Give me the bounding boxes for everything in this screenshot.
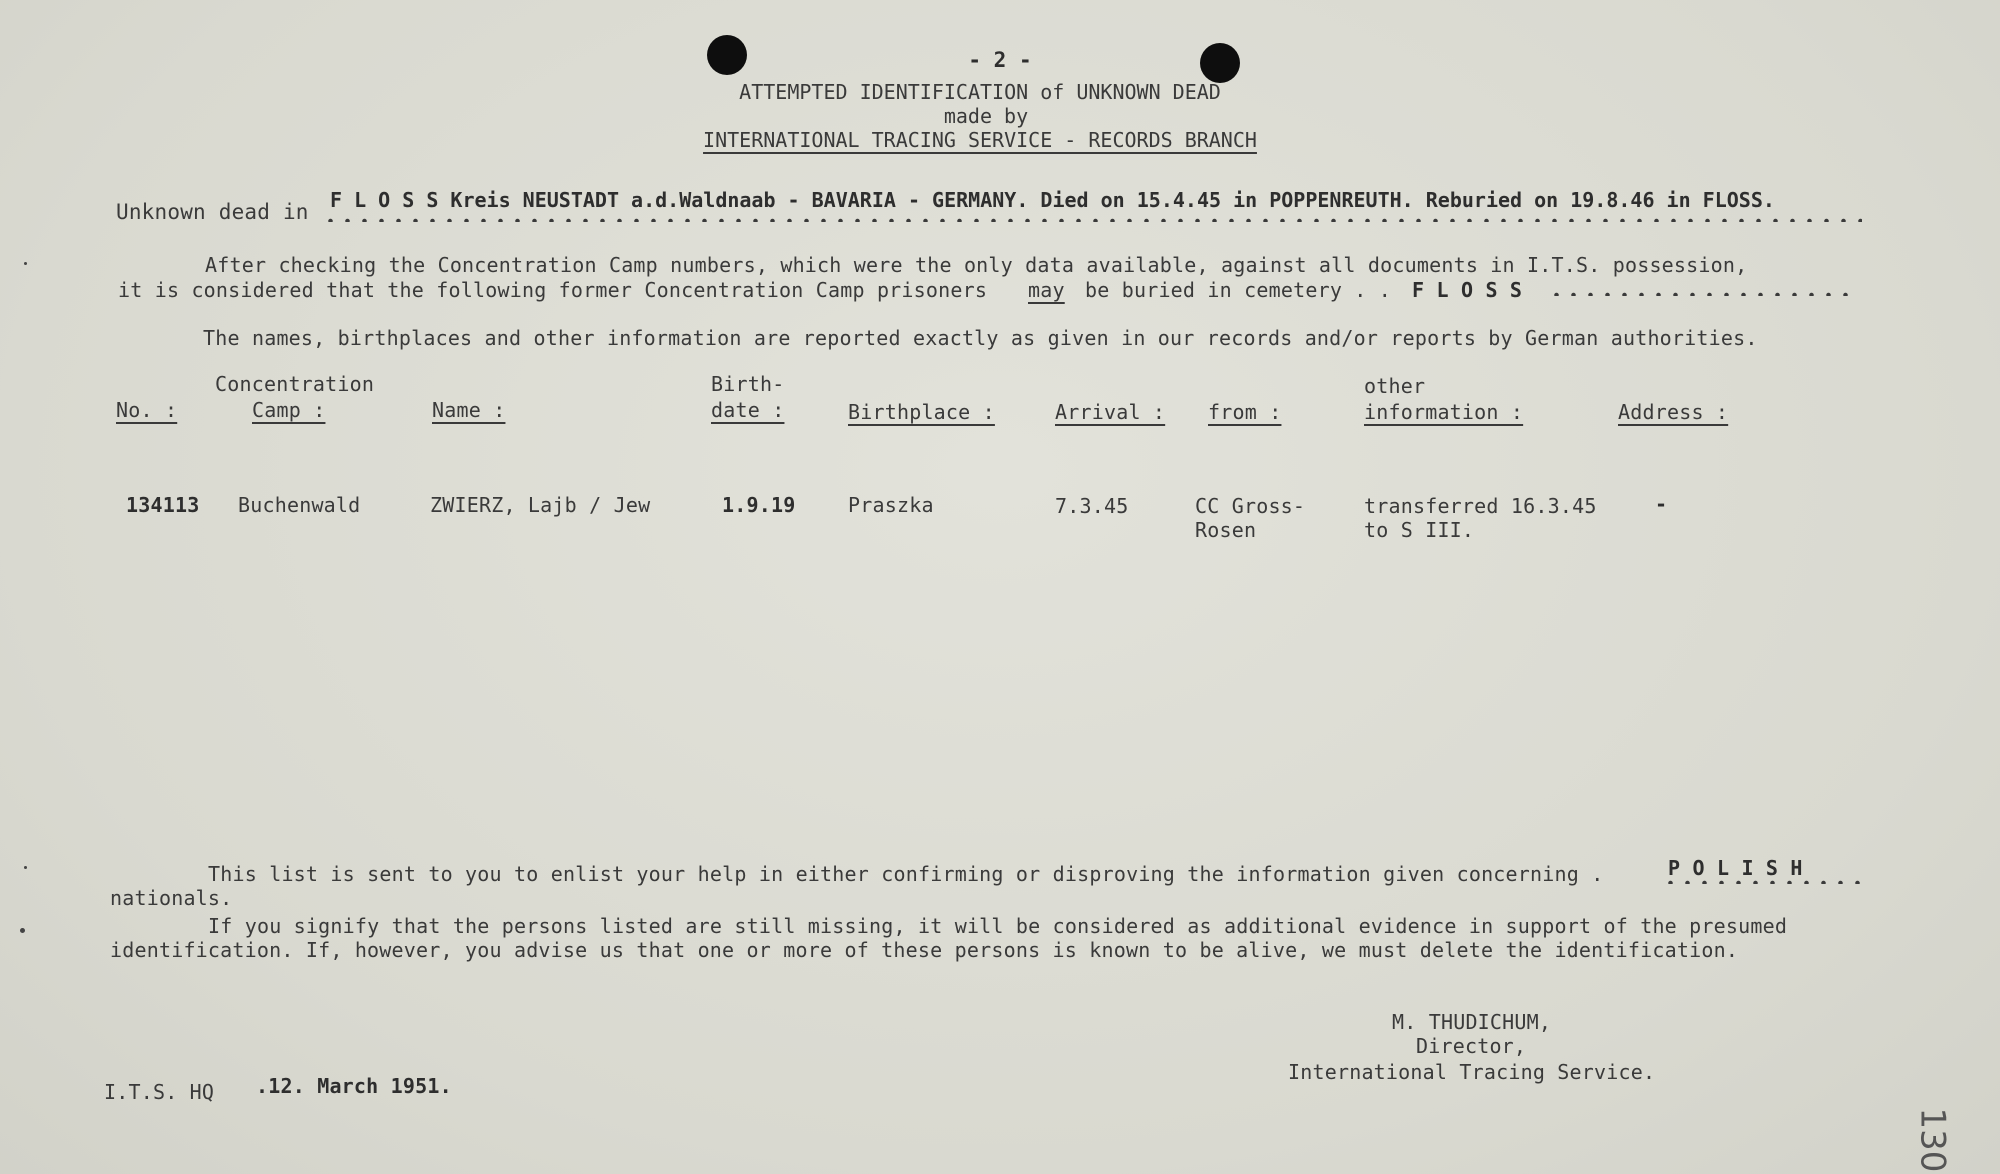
para1-line2-start: it is considered that the following former Concentration Camp prisoners bbox=[118, 278, 988, 302]
para2: The names, birthplaces and other information are reported exactly as given in our records and/or reports by German authorities. bbox=[203, 326, 1758, 350]
col-address: Address : bbox=[1618, 400, 1729, 424]
signature-org: International Tracing Service. bbox=[1288, 1060, 1656, 1084]
closing-p1-line1: This list is sent to you to enlist your help in either confirming or disproving the information given concerning . bbox=[208, 862, 1604, 886]
signature-name: M. THUDICHUM, bbox=[1392, 1010, 1552, 1034]
closing-p2-line2: identification. If, however, you advise us that one or more of these persons is known to be alive, we must delete the identification. bbox=[110, 938, 1739, 962]
col-birthplace: Birthplace : bbox=[848, 400, 995, 424]
row-birthdate: 1.9.19 bbox=[722, 493, 796, 517]
col-camp-top: Concentration bbox=[215, 372, 375, 396]
row-camp: Buchenwald bbox=[238, 493, 361, 517]
para1-line1: After checking the Concentration Camp numbers, which were the only data available, against all documents in I.T.S. possession, bbox=[205, 253, 1748, 277]
closing-nationality: P O L I S H bbox=[1668, 856, 1803, 880]
footer-date: .12. March 1951. bbox=[256, 1074, 452, 1098]
col-no: No. : bbox=[116, 398, 178, 422]
row-name: ZWIERZ, Lajb / Jew bbox=[430, 493, 651, 517]
unknown-dead-label: Unknown dead in bbox=[116, 200, 309, 224]
col-from: from : bbox=[1208, 400, 1282, 424]
col-birthdate: date : bbox=[711, 398, 785, 422]
dotted-leader-1 bbox=[322, 218, 1862, 222]
signature-title: Director, bbox=[1416, 1034, 1527, 1058]
row-other-2: to S III. bbox=[1364, 518, 1475, 542]
margin-mark bbox=[24, 262, 27, 265]
row-arrival: 7.3.45 bbox=[1055, 494, 1129, 518]
row-from-1: CC Gross- bbox=[1195, 494, 1306, 518]
col-other-top: other bbox=[1364, 374, 1426, 398]
col-arrival: Arrival : bbox=[1055, 400, 1166, 424]
closing-p2-line1: If you signify that the persons listed are still missing, it will be considered as additional evidence in support of the presumed bbox=[208, 914, 1788, 938]
row-from-2: Rosen bbox=[1195, 518, 1257, 542]
margin-mark bbox=[24, 866, 27, 869]
header-organization: INTERNATIONAL TRACING SERVICE - RECORDS BRANCH bbox=[703, 128, 1257, 152]
row-no: 134113 bbox=[126, 493, 200, 517]
col-name: Name : bbox=[432, 398, 506, 422]
col-camp: Camp : bbox=[252, 398, 326, 422]
row-birthplace: Praszka bbox=[848, 493, 934, 517]
row-other-1: transferred 16.3.45 bbox=[1364, 494, 1597, 518]
footer-place: I.T.S. HQ bbox=[104, 1080, 215, 1104]
page-number: - 2 - bbox=[968, 48, 1032, 72]
closing-p1-line2: nationals. bbox=[110, 886, 233, 910]
header-made-by: made by bbox=[943, 104, 1029, 128]
cemetery-name: F L O S S bbox=[1412, 278, 1523, 302]
para1-line2-end: be buried in cemetery . . bbox=[1085, 278, 1392, 302]
unknown-dead-detail: F L O S S Kreis NEUSTADT a.d.Waldnaab - BAVARIA - GERMANY. Died on 15.4.45 in POPPENREUTH. Reburied on 19.8.46 in FLOSS. bbox=[330, 188, 1775, 212]
margin-mark bbox=[20, 928, 25, 933]
col-birth-top: Birth- bbox=[711, 372, 785, 396]
para1-line2-may: may bbox=[1028, 278, 1065, 302]
dotted-leader-3 bbox=[1662, 880, 1862, 884]
row-address: - bbox=[1655, 492, 1668, 516]
header-title: ATTEMPTED IDENTIFICATION of UNKNOWN DEAD bbox=[739, 80, 1221, 104]
col-other: information : bbox=[1364, 400, 1524, 424]
archive-number: 130 bbox=[1912, 1107, 1953, 1173]
dotted-leader-2 bbox=[1548, 292, 1860, 296]
